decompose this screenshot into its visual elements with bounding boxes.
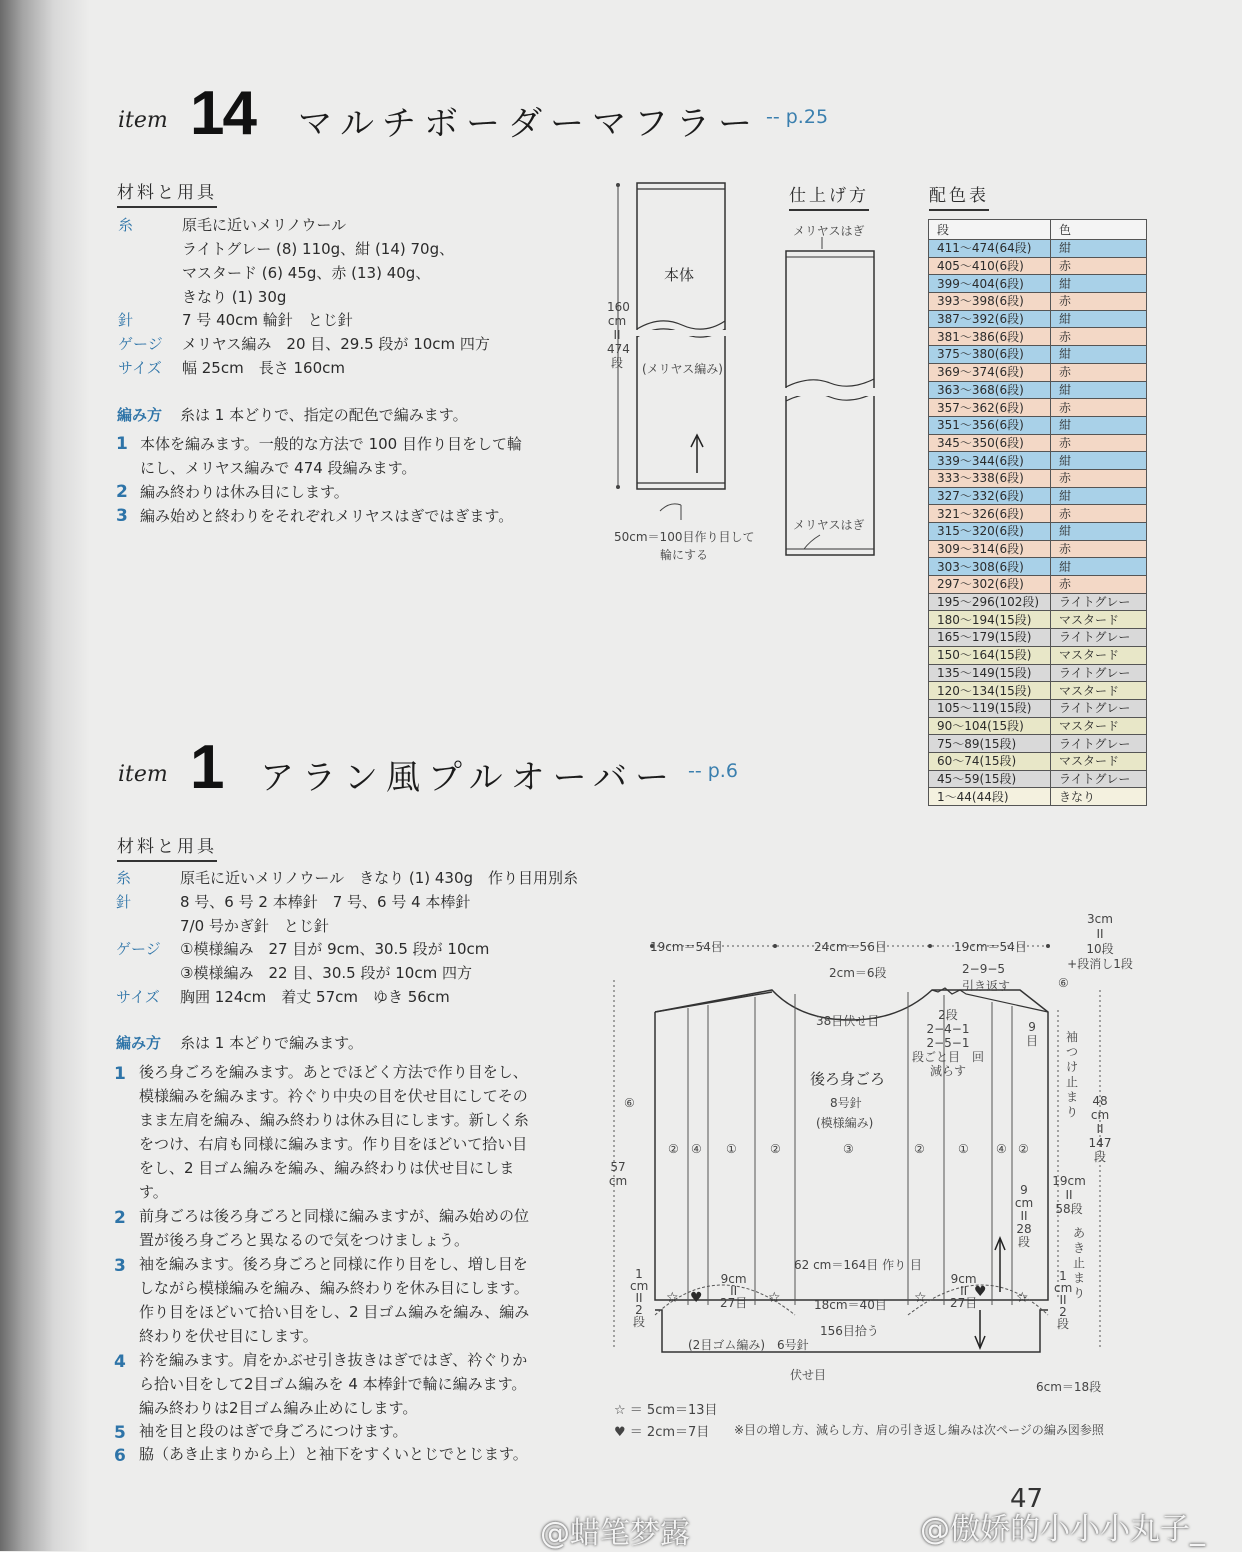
rib-pattern-label: (2目ゴム編み) 6号針 (688, 1338, 809, 1352)
color-table-color-cell: 紺 (1051, 310, 1147, 328)
item-script-label: item (118, 762, 168, 787)
item1-method-heading: 編み方 (116, 1034, 162, 1052)
color-table-row (929, 310, 1147, 328)
color-table-row (929, 646, 1147, 664)
color-table-row (929, 434, 1147, 452)
color-table-color-cell: マスタード (1051, 752, 1147, 770)
item14-yarn-line: ライトグレー (8) 110g、紺 (14) 70g、 (182, 240, 455, 258)
item14-step-text: 編み始めと終わりをそれぞれメリヤスはぎではぎます。 (140, 507, 514, 525)
color-table-row (929, 363, 1147, 381)
item1-materials-heading: 材料と用具 (117, 832, 217, 862)
item1-step-number: 2 (114, 1208, 126, 1228)
color-table-rows-cell: 321〜326(6段) (929, 505, 1051, 523)
item1-yarn-label: 糸 (116, 869, 132, 887)
slit-stop-mark: あき止まり (1073, 1226, 1086, 1300)
color-table-row (929, 540, 1147, 558)
color-table-rows-cell: 180〜194(15段) (929, 611, 1051, 629)
color-table-rows-cell: 195〜296(102段) (929, 593, 1051, 611)
left-circle-6: ⑥ (624, 1096, 635, 1110)
item1-gauge-line: ③模様編み 22 目、30.5 段が 10cm 四方 (180, 964, 472, 982)
color-table-color-cell: マスタード (1051, 682, 1147, 700)
color-table-row (929, 770, 1147, 788)
color-table-color-cell: 紺 (1051, 275, 1147, 293)
item14-step-text: 本体を編みます。一般的な方法で 100 目作り目をして輪にし、メリヤス編みで 474 段編みます。 (140, 435, 522, 477)
color-table-row (929, 487, 1147, 505)
color-table-rows-cell: 315〜320(6段) (929, 523, 1051, 541)
color-table-rows-cell: 375〜380(6段) (929, 346, 1051, 364)
color-table-rows-cell: 333〜338(6段) (929, 469, 1051, 487)
center-18cm-label: 18cm＝40目 (814, 1298, 887, 1312)
color-table-row (929, 735, 1147, 753)
item1-needle-line: 7/0 号かぎ針 とじ針 (180, 917, 329, 935)
finishing-heading: 仕上げ方 (789, 181, 869, 211)
item14-method-intro: 糸は 1 本どりで、指定の配色で編みます。 (180, 406, 468, 424)
color-table-color-cell: 赤 (1051, 257, 1147, 275)
color-table-color-cell: 紺 (1051, 558, 1147, 576)
color-table-color-cell: ライトグレー (1051, 770, 1147, 788)
item-script-label: item (118, 108, 168, 133)
side-9-stitches: 9 目 (1026, 1020, 1039, 1048)
bind-off-label: 伏せ目 (790, 1368, 827, 1382)
watermark-right: @傲娇的小小小丸子_ (920, 1512, 1205, 1547)
shoulder-circle-6: ⑥ (1058, 976, 1069, 990)
color-table-color-cell: マスタード (1051, 717, 1147, 735)
color-table-rows-cell: 345〜350(6段) (929, 434, 1051, 452)
item1-method-intro: 糸は 1 本どりで編みます。 (180, 1034, 363, 1052)
item14-yarn-line: マスタード (6) 45g、赤 (13) 40g、 (182, 264, 431, 282)
color-table-rows-cell: 135〜149(15段) (929, 664, 1051, 682)
right-9cm-label: 9cm II 27目 (950, 1272, 978, 1310)
item14-gauge-value: メリヤス編み 20 目、29.5 段が 10cm 四方 (182, 335, 490, 353)
color-table-row (929, 523, 1147, 541)
color-table-row (929, 399, 1147, 417)
color-table-color-cell: 紺 (1051, 452, 1147, 470)
color-table-row (929, 752, 1147, 770)
color-table-color-cell: きなり (1051, 788, 1147, 806)
item14-gauge-label: ゲージ (118, 335, 163, 353)
body-height-label: 57 cm (608, 1160, 628, 1188)
color-table-rows-cell: 399〜404(6段) (929, 275, 1051, 293)
color-table-color-cell: 赤 (1051, 434, 1147, 452)
legend-star: ☆ ＝ 5cm＝13目 (614, 1403, 718, 1418)
item1-gauge-label: ゲージ (116, 940, 161, 958)
color-table-rows-cell: 90〜104(15段) (929, 717, 1051, 735)
color-table-color-cell: ライトグレー (1051, 735, 1147, 753)
back-top-left-width: 19cm＝54目 (650, 940, 723, 954)
item14-yarn-line: 原毛に近いメリノウール (182, 216, 347, 234)
item1-step-text: 前身ごろは後ろ身ごろと同様に編みますが、編み始めの位置が後ろ身ごろと異なるので気をつけましょう。 (139, 1207, 530, 1249)
color-table-color-cell: 赤 (1051, 399, 1147, 417)
book-gutter-shadow (0, 0, 90, 1551)
pick-up-label: 156目拾う (820, 1324, 879, 1338)
legend-heart: ♥ ＝ 2cm＝7目 (614, 1425, 710, 1440)
star-marker: ☆ (666, 1290, 679, 1306)
scarf-length-label: 160 cm II 474 段 (607, 300, 630, 370)
color-table-rows-cell: 393〜398(6段) (929, 293, 1051, 311)
color-table-row (929, 611, 1147, 629)
item14-step-number: 2 (116, 482, 128, 502)
item1-size-value: 胸囲 124cm 着丈 57cm ゆき 56cm (180, 988, 450, 1006)
color-table-row (929, 717, 1147, 735)
color-table-color-cell: ライトグレー (1051, 664, 1147, 682)
color-table-color-cell: 赤 (1051, 363, 1147, 381)
back-panel-pattern: (模様編み) (816, 1116, 874, 1130)
color-table (928, 219, 1147, 806)
color-table-rows-cell: 405〜410(6段) (929, 257, 1051, 275)
color-table-row (929, 381, 1147, 399)
color-table-row (929, 788, 1147, 806)
color-table-rows-cell: 327〜332(6段) (929, 487, 1051, 505)
color-table-header-row (929, 220, 1147, 240)
color-table-color-cell: ライトグレー (1051, 629, 1147, 647)
color-table-row (929, 257, 1147, 275)
item14-step-text: 編み終わりは休み目にします。 (140, 483, 349, 501)
item14-size-label: サイズ (118, 359, 162, 377)
color-table-rows-cell: 297〜302(6段) (929, 576, 1051, 594)
back-short-rows-label: 引き返す (962, 979, 1011, 993)
item1-step-number: 1 (114, 1064, 126, 1084)
color-table-rows-cell: 105〜119(15段) (929, 699, 1051, 717)
color-table-row (929, 293, 1147, 311)
color-table-row (929, 346, 1147, 364)
color-table-heading: 配色表 (929, 181, 989, 211)
color-table-color-cell: 紺 (1051, 240, 1147, 258)
armhole-height-label: 48 cm II 147 段 (1088, 1094, 1112, 1164)
back-top-right-width: 19cm＝54目 (954, 940, 1027, 954)
pattern-1: ① (958, 1142, 969, 1156)
back-panel-title: 後ろ身ごろ (810, 1070, 886, 1088)
color-table-rows-cell: 369〜374(6段) (929, 363, 1051, 381)
sleeve-attach-mark: 袖つけ止まり (1066, 1030, 1079, 1119)
item14-step-number: 3 (116, 506, 128, 526)
color-table-row (929, 469, 1147, 487)
color-table-rows-cell: 351〜356(6段) (929, 416, 1051, 434)
star-marker: ☆ (1016, 1290, 1029, 1306)
scarf-body-label: 本体 (664, 266, 695, 284)
color-table-rows-cell: 381〜386(6段) (929, 328, 1051, 346)
item1-step-number: 6 (114, 1446, 126, 1466)
item14-needle-label: 針 (118, 311, 134, 329)
color-table-rows-cell: 45〜59(15段) (929, 770, 1051, 788)
color-table-row (929, 629, 1147, 647)
color-table-rows-cell: 303〜308(6段) (929, 558, 1051, 576)
color-table-rows-cell: 363〜368(6段) (929, 381, 1051, 399)
scarf-cast-on-label: 50cm＝100目作り目して (614, 530, 755, 544)
color-table-row (929, 593, 1147, 611)
item1-yarn-value: 原毛に近いメリノウール きなり (1) 430g 作り目用別糸 (180, 869, 579, 887)
back-short-rows: 2−9−5 (962, 962, 1006, 976)
scarf-stitch-label: (メリヤス編み) (642, 362, 723, 376)
color-table-color-cell: 赤 (1051, 469, 1147, 487)
color-table-rows-cell: 357〜362(6段) (929, 399, 1051, 417)
color-table-row (929, 452, 1147, 470)
star-marker: ☆ (914, 1290, 927, 1306)
item14-title: マルチボーダーマフラー (298, 104, 760, 144)
item1-needle-line: 8 号、6 号 2 本棒針 7 号、6 号 4 本棒針 (180, 893, 471, 911)
color-table-row (929, 699, 1147, 717)
item1-step-text: 袖を目と段のはぎで身ごろにつけます。 (139, 1422, 408, 1440)
color-table-color-cell: 赤 (1051, 293, 1147, 311)
color-table-color-cell: 赤 (1051, 576, 1147, 594)
color-table-color-cell: マスタード (1051, 611, 1147, 629)
color-table-color-cell: ライトグレー (1051, 699, 1147, 717)
pattern-1: ① (726, 1142, 737, 1156)
color-table-row (929, 416, 1147, 434)
item14-number: 14 (190, 79, 255, 148)
color-table-row (929, 576, 1147, 594)
item1-step-number: 4 (114, 1352, 126, 1372)
color-table-color-cell: 紺 (1051, 416, 1147, 434)
pattern-2: ② (1018, 1142, 1029, 1156)
color-table-color-header: 色 (1051, 220, 1147, 240)
color-table-rows-header: 段 (929, 220, 1051, 240)
item1-step-text: 袖を編みます。後ろ身ごろと同様に作り目をし、増し目をしながら模様編みを編み、編み終わりを休み目にします。作り目をほどいて拾い目をし、2 目ゴム編みを編み、編み終わりを伏せ目にします。 (139, 1255, 530, 1345)
item1-needle-label: 針 (116, 893, 132, 911)
item1-step-text: 後ろ身ごろを編みます。あとでほどく方法で作り目をし、模様編みを編みます。衿ぐり中央の目を伏せ目にしてそのまま左肩を編み、編み終わりは休み目にします。新しく糸をつけ、右肩も同様に編みます。作り目をほどいて拾い目をし、2 目ゴム編みを編み、編み終わりは伏せ目にします。 (139, 1063, 529, 1201)
back-neck-depth: 2cm＝6段 (829, 966, 887, 980)
color-table-row (929, 664, 1147, 682)
color-table-row (929, 328, 1147, 346)
pattern-2: ② (770, 1142, 781, 1156)
cast-on-label: 62 cm＝164目 作り 目 (794, 1258, 922, 1272)
shoulder-height-label: 3cm II 10段 +段消し1段 (1067, 912, 1133, 971)
left-rib-height: 1 cm II 2 段 (630, 1267, 649, 1329)
item1-gauge-line: ①模様編み 27 目が 9cm、30.5 段が 10cm (180, 940, 490, 958)
color-table-row (929, 558, 1147, 576)
color-table-rows-cell: 75〜89(15段) (929, 735, 1051, 753)
color-table-row (929, 682, 1147, 700)
item14-page-ref: -- p.25 (766, 106, 829, 128)
left-9cm-label: 9cm II 27目 (720, 1272, 748, 1310)
pattern-2: ② (668, 1142, 679, 1156)
back-neck-bind-off: 38目伏せ目 (816, 1014, 880, 1028)
color-table-color-cell: 紺 (1051, 487, 1147, 505)
color-table-color-cell: 赤 (1051, 505, 1147, 523)
color-table-color-cell: マスタード (1051, 646, 1147, 664)
pattern-4: ④ (691, 1142, 702, 1156)
color-table-rows-cell: 165〜179(15段) (929, 629, 1051, 647)
watermark-left: @蜡笔梦露 (540, 1516, 690, 1551)
heart-marker: ♥ (974, 1284, 987, 1300)
slit-height-label: 9 cm II 28 段 (1014, 1183, 1034, 1249)
color-table-rows-cell: 411〜474(64段) (929, 240, 1051, 258)
back-decrease-table: 2段 2−4−1 2−5−1 段ごと目 回 減らす (912, 1008, 985, 1078)
item14-size-value: 幅 25cm 長さ 160cm (182, 359, 345, 377)
item14-yarn-label: 糸 (118, 216, 134, 234)
color-table-row (929, 240, 1147, 258)
color-table-color-cell: 紺 (1051, 381, 1147, 399)
color-table-color-cell: 赤 (1051, 328, 1147, 346)
star-marker: ☆ (768, 1290, 781, 1306)
color-table-rows-cell: 60〜74(15段) (929, 752, 1051, 770)
color-table-rows-cell: 1〜44(44段) (929, 788, 1051, 806)
bottom-right-dim: 6cm＝18段 (1036, 1380, 1102, 1394)
color-table-rows-cell: 339〜344(6段) (929, 452, 1051, 470)
color-table-rows-cell: 309〜314(6段) (929, 540, 1051, 558)
item14-step-number: 1 (116, 434, 128, 454)
color-table-color-cell: ライトグレー (1051, 593, 1147, 611)
side-length-label: 19cm II 58段 (1052, 1174, 1086, 1216)
color-table-color-cell: 紺 (1051, 523, 1147, 541)
item1-step-number: 3 (114, 1256, 126, 1276)
item1-size-label: サイズ (116, 988, 160, 1006)
back-top-mid-width: 24cm＝56目 (814, 940, 887, 954)
page-number: 47 (1010, 1484, 1044, 1514)
item1-number: 1 (190, 733, 223, 802)
item14-yarn-line: きなり (1) 30g (182, 288, 287, 306)
item1-step-number: 5 (114, 1423, 126, 1443)
right-rib-height: 1 cm II 2 段 (1054, 1269, 1073, 1331)
item1-step-text: 衿を編みます。肩をかぶせ引き抜きはぎではぎ、衿ぐりから拾い目をして2目ゴム編みを 4 本棒針で輪に編みます。編み終わりは2目ゴム編み止めにします。 (139, 1351, 528, 1417)
legend-note: ※目の増し方、減らし方、肩の引き返し編みは次ページの編み図参照 (734, 1423, 1104, 1437)
finishing-bottom-graft-label: メリヤスはぎ (793, 518, 865, 532)
pattern-2: ② (914, 1142, 925, 1156)
color-table-row (929, 505, 1147, 523)
color-table-row (929, 275, 1147, 293)
item14-materials-heading: 材料と用具 (117, 178, 217, 208)
color-table-color-cell: 赤 (1051, 540, 1147, 558)
pattern-4: ④ (996, 1142, 1007, 1156)
item1-step-text: 脇（あき止まりから上）と袖下をすくいとじでとじます。 (139, 1445, 528, 1463)
scarf-cast-on-label-2: 輪にする (660, 548, 709, 562)
color-table-rows-cell: 150〜164(15段) (929, 646, 1051, 664)
color-table-rows-cell: 120〜134(15段) (929, 682, 1051, 700)
finishing-top-graft-label: メリヤスはぎ (793, 224, 865, 238)
color-table-rows-cell: 387〜392(6段) (929, 310, 1051, 328)
heart-marker: ♥ (690, 1290, 703, 1306)
back-panel-needle: 8号針 (830, 1096, 862, 1110)
item14-method-heading: 編み方 (117, 406, 163, 424)
item1-page-ref: -- p.6 (688, 760, 738, 782)
color-table-color-cell: 紺 (1051, 346, 1147, 364)
item14-needle-value: 7 号 40cm 輪針 とじ針 (182, 311, 353, 329)
item1-title: アラン風プルオーバー (260, 758, 677, 798)
pattern-3: ③ (843, 1142, 854, 1156)
